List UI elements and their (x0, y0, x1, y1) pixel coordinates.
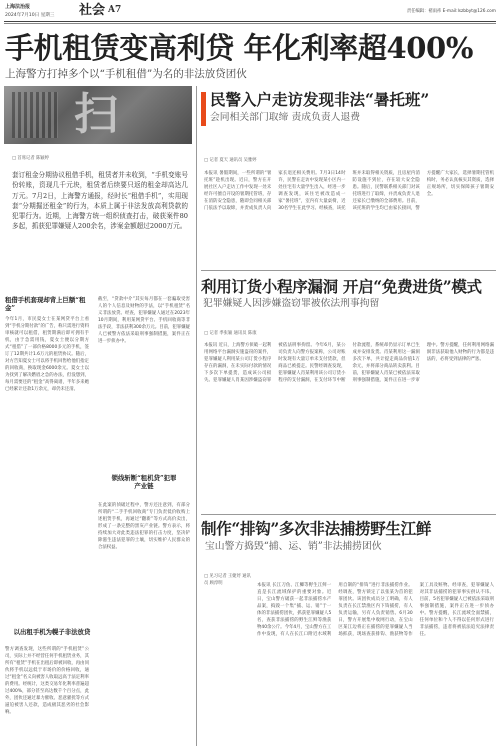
lead-section1-head: 租借手机套现却背上巨额“租金” (5, 296, 86, 313)
story2-headline: 民警入户走访发现非法“暑托班” (210, 90, 430, 109)
story4-subheadline: 宝山警方捣毁“捕、运、销”非法捕捞团伙 (205, 541, 382, 552)
lead-byline: □ 首席记者 陈颖婷 (12, 156, 49, 161)
photo-caption-char: 扫 (74, 89, 118, 140)
story3-headline: 利用订货小程序漏洞 开启“免费进货”模式 (201, 277, 482, 296)
lead-intro: 套订租金分期协议租借手机，租赁者并未收到，“手机变账号份转账，资现几千元块，租赁者后续要只返的租金却高达几万元。7月2日，上海警方通报，经时长“租借手机”，实用现套“分期掘还租金”的行为，本质上属于非法发放高利贷款的犯罪行为。近期，上海警方统一组织侦查打击，破获案件80多起，抓获犯罪嫌疑人200余名，涉案金额超过2000万元。 (12, 171, 188, 231)
story4-headline: 制作“排钩”多次非法捕捞野生江鲜 (201, 519, 432, 538)
story2-byline: □ 记者 夏天 通讯员 吴雅婷 (204, 158, 257, 163)
lead-col2-body: 截至，“贷款中介”其实每月都在一套骗取受害人的个人信息及财物的手法，以“手机租赁”名义非法放贷。经查，犯罪嫌疑人通过在2023年10月期间，利用某网贷平台、手机回收商等非法手段，非法获利300余万元。目前，犯罪嫌疑人已被警方依法采取刑事强制措施，案件正在进一步侦办中。 (98, 297, 190, 345)
story4-byline: □ 见习记者 王婕妤 通讯员 顾淳明 (204, 574, 251, 586)
editor-info: 责任编辑：褚雨祎 E-mail:lszbbyt@126.com (406, 9, 496, 14)
section-name: 社会 (79, 3, 106, 18)
lead-headline: 手机租赁变高利贷 年化利率超400% (5, 31, 473, 65)
issue-date: 2024年7月10日 星期三 (5, 13, 55, 18)
story3-subheadline: 犯罪嫌疑人因涉嫌盗窃罪被依法刑事拘留 (203, 298, 380, 309)
paper-logo: 上海法治报 (5, 4, 31, 10)
story2-bottom-rule (201, 270, 496, 271)
story3-body: 本报讯 近日，上海警方侦破一起利用网络平台漏洞实施盗窃的案件，犯罪嫌疑人利用某公司订货小程序存在的漏洞，在未实际付款的情况下多次下单提货，造成该公司损失。犯罪嫌疑人肖某因涉嫌盗窃罪被依法刑事拘留。今年6月，某公司负责人向警方报案称，公司对账时发现有大量订单未支付货款，但商品已被提走。民警经调查发现，犯罪嫌疑人肖某利用该公司订货小程序的支付漏洞，在支付环节中断付款流程，系统却仍显示订单已生成并安排发货。肖某利用这一漏洞多次下单，共计提走商品价值1万余元，并将部分商品转卖获利。目前，犯罪嫌疑人肖某已被依法采取刑事强制措施，案件正在进一步审理中。警方提醒，任何利用网络漏洞非法获取他人财物的行为都是违法的，必将受到法律的严惩。 (204, 343, 494, 384)
masthead-rule-thin (4, 23, 496, 24)
lead-subheadline: 上海警方打掉多个以“手机租借”为名的非法放贷团伙 (5, 68, 247, 80)
photo-qr-pattern (12, 92, 58, 138)
lead-photo (4, 86, 192, 144)
story2-body: 本报讯 暑假期间，一些所谓的“暑托班”趁机出现。近日，警方在开展社区入户走访工作中发现一处未经许可擅自开设的暑期托管班，存在消防安全隐患，随即会同相关部门依法予以取缔，并责成负责人向家长退还相关费用。7月3日14时许，民警在走访中发现某小区内一处住宅有大量学生出入，经进一步调查发现，该住宅被改造成一家“暑托班”，室内有大量桌椅，近30名学生在此学习。经核查，该托班并未取得相关资质，且房屋内消防设施不到位，存在较大安全隐患。随后，民警联系相关部门对该托班进行了取缔，并责成负责人退还家长已缴纳的全部费用。目前，该托班的学生均已由家长接回，警方提醒广大家长，选择暑期托管机构时，务必认真核实其资质，选择正规场所，切实保障孩子暑期安全。 (204, 171, 494, 212)
lead-section1-body: 今年1月，市民夏女士在某网贷平台上看到“手机分期付款”的广告，称只需进行资料审核就可以租借，租赁期满后即可拥有手机，由于急需用钱，夏女士便以分期方式“租借”了一部价格8000多元的手机，签订了12期共计1.6万元的租赁协议。随后，对方告知夏女士可以将手机回售给他们指定的回收商，换取现金6000余元。夏女士以为找到了解决燃眉之急的办法，但没想到，每月需要还的“租金”高得离谱，半年多来她已经累计还款1万余元，却仍未还清。 (5, 317, 89, 393)
masthead-rule (4, 21, 496, 22)
lead-section2-head: 以出租手机为幌子非法放贷 (13, 628, 91, 636)
lead-section3-head: 锁线斩断“租机贷”犯罪产业链 (111, 474, 177, 491)
page-number: A7 (108, 5, 122, 15)
story4-body: 本报讯 长江刀鱼、江鲫等野生江鲜一直是长江流域保护的重要对象。近日，宝山警方破获一起非法捕捞水产品案，捣毁一个集“捕、运、销”于一体的非法捕捞团伙，抓获犯罪嫌疑人5名，查获非法捕捞的野生江鲜等渔获物40余公斤。今年4月，宝山警方在工作中发现，有人在长江口附近水域利用自制的“排钩”进行非法捕捞作业。经调查，警方锁定了以张某为首的犯罪团伙。该团伙成员分工明确，有人负责在长江禁渔区内下钩捕捞，有人负责运输，另有人负责销售。6月30日，警方开展集中收网行动，在宝山区某江边将正在捕捞的犯罪嫌疑人当场抓获，现场查获排钩、渔获物等作案工具及赃物。经审查，犯罪嫌疑人对其非法捕捞的犯罪事实供认不讳。目前，5名犯罪嫌疑人已被依法采取刑事强制措施，案件正在进一步侦办中。警方提醒，长江流域全面禁捕，任何单位和个人不得以任何形式进行非法捕捞，违者将被依法追究法律责任。 (257, 583, 494, 638)
lead-photo-divider (196, 86, 197, 746)
lead-section3-body: 在此案的侦破过程中，警方还注意到，有部分所谓的“二手手机回收商”专门负责低价收购上述租赁手机，再通过“翻新”等方式高价卖出，形成了一条完整的黑灰产业链。警方表示，将持续加大对此类违法犯罪的打击力度，坚决铲除滋生违法犯罪的土壤，切实维护人民群众的合法权益。 (98, 503, 190, 551)
story3-byline: □ 记者 季张颖 通讯员 陈康 (204, 331, 257, 336)
story2-subheadline: 会同相关部门取缔 责成负责人退费 (210, 112, 361, 123)
story3-bottom-rule (201, 514, 496, 515)
lead-section2-body: 警方调查发现，这些所谓的“手机租赁”公司，实际上并不经营任何手机租赁业务，其所有“租赁”手机在出租后即被回收，再由同伙将手机以远低于市场价的价格回收，通过“租金”名义向被害人收取远高于法定利率的费用。经统计，这类交易年化利率普遍超过400%，部分甚至高达数千个百分点，此外，团伙还通过暴力催收、恶意骚扰等方式逼迫被害人还款，造成极其恶劣的社会影响。 (5, 647, 89, 716)
story2-accent-bar (201, 92, 206, 126)
